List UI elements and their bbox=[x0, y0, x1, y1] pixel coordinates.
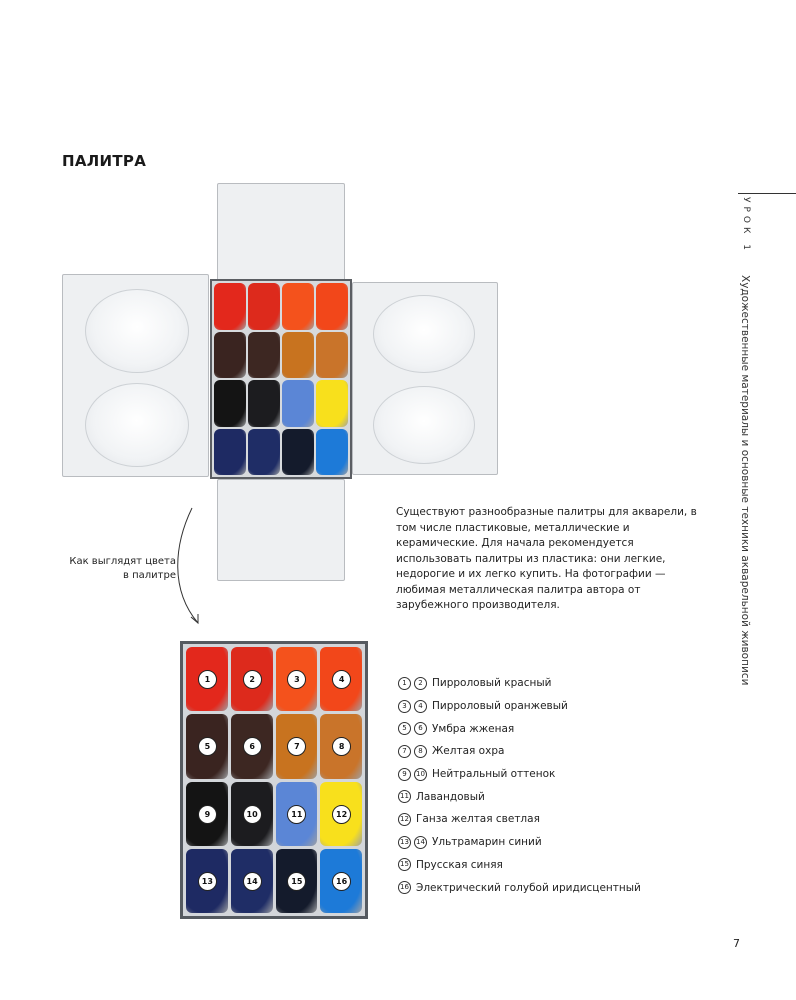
palette-lid-right bbox=[352, 282, 498, 475]
paint-pan-6 bbox=[231, 714, 273, 778]
color-legend bbox=[398, 672, 641, 899]
paint-pan-8 bbox=[320, 714, 362, 778]
pan-number-badge: 5 bbox=[198, 737, 217, 756]
paint-pan-6 bbox=[248, 332, 280, 379]
paint-pan-10 bbox=[248, 380, 280, 427]
legend-item bbox=[398, 763, 641, 786]
pan-number-badge: 1 bbox=[198, 670, 217, 689]
legend-number: 4 bbox=[414, 700, 427, 713]
paint-pan-4 bbox=[320, 647, 362, 711]
legend-number: 6 bbox=[414, 722, 427, 735]
paint-pan-5 bbox=[214, 332, 246, 379]
paint-pan-5 bbox=[186, 714, 228, 778]
pan-number-badge: 10 bbox=[243, 805, 262, 824]
legend-item bbox=[398, 695, 641, 718]
paint-pan-9 bbox=[186, 782, 228, 846]
pan-number-badge: 2 bbox=[243, 670, 262, 689]
legend-number: 11 bbox=[398, 790, 411, 803]
pan-number-badge: 12 bbox=[332, 805, 351, 824]
paint-pan-7 bbox=[282, 332, 314, 379]
legend-label: Умбра жженая bbox=[432, 722, 515, 735]
paint-pan-2 bbox=[231, 647, 273, 711]
legend-label: Ультрамарин синий bbox=[432, 836, 542, 849]
paint-pan-4 bbox=[316, 283, 348, 330]
paint-pan-10 bbox=[231, 782, 273, 846]
pan-number-badge: 14 bbox=[243, 872, 262, 891]
paint-pan-1 bbox=[186, 647, 228, 711]
legend-label: Нейтральный оттенок bbox=[432, 768, 556, 781]
paint-pan-14 bbox=[248, 429, 280, 476]
legend-number: 10 bbox=[414, 768, 427, 781]
palette-tray bbox=[210, 279, 352, 479]
legend-item bbox=[398, 854, 641, 877]
pan-number-badge: 4 bbox=[332, 670, 351, 689]
pan-number-badge: 11 bbox=[287, 805, 306, 824]
body-paragraph: Существуют разнообразные палитры для акварели, в том числе пластиковые, металлические и керамические. Для начала рекомендуется использовать палитры из пластика: они легкие, недорогие и их легко купить. На фотографии — любимая металлическая палитра автора от зарубежного производителя. bbox=[396, 506, 697, 611]
paint-pan-7 bbox=[276, 714, 318, 778]
legend-label: Лавандовый bbox=[416, 790, 485, 803]
legend-label: Желтая охра bbox=[432, 745, 505, 758]
paint-pan-11 bbox=[282, 380, 314, 427]
pan-number-badge: 15 bbox=[287, 872, 306, 891]
palette-lid-left bbox=[62, 274, 209, 477]
pan-number-badge: 3 bbox=[287, 670, 306, 689]
running-head-lesson: УРОК 1 bbox=[741, 197, 751, 254]
section-heading: ПАЛИТРА bbox=[62, 152, 147, 170]
legend-item bbox=[398, 831, 641, 854]
legend-item bbox=[398, 672, 641, 695]
legend-number: 3 bbox=[398, 700, 411, 713]
pan-number-badge: 6 bbox=[243, 737, 262, 756]
legend-number: 1 bbox=[398, 677, 411, 690]
legend-label: Прусская синяя bbox=[416, 858, 503, 871]
pan-number-badge: 13 bbox=[198, 872, 217, 891]
legend-number: 2 bbox=[414, 677, 427, 690]
palette-closeup bbox=[180, 641, 368, 919]
legend-label: Ганза желтая светлая bbox=[416, 813, 540, 826]
pan-number-badge: 7 bbox=[287, 737, 306, 756]
pan-number-badge: 8 bbox=[332, 737, 351, 756]
legend-number: 13 bbox=[398, 836, 411, 849]
palette-lid-top bbox=[217, 183, 345, 281]
legend-label: Пирроловый красный bbox=[432, 677, 552, 690]
legend-item bbox=[398, 717, 641, 740]
legend-item bbox=[398, 785, 641, 808]
mixing-well bbox=[373, 386, 475, 464]
photo-caption: Как выглядят цвета в палитре bbox=[69, 556, 176, 581]
paint-pan-13 bbox=[186, 849, 228, 913]
mixing-well bbox=[85, 289, 189, 373]
legend-number: 5 bbox=[398, 722, 411, 735]
legend-label: Пирроловый оранжевый bbox=[432, 700, 568, 713]
paint-pan-15 bbox=[276, 849, 318, 913]
paint-pan-12 bbox=[320, 782, 362, 846]
paint-pan-15 bbox=[282, 429, 314, 476]
legend-number: 12 bbox=[398, 813, 411, 826]
legend-number: 14 bbox=[414, 836, 427, 849]
paint-pan-3 bbox=[276, 647, 318, 711]
legend-number: 15 bbox=[398, 858, 411, 871]
legend-item bbox=[398, 876, 641, 899]
paint-pan-1 bbox=[214, 283, 246, 330]
paint-pan-11 bbox=[276, 782, 318, 846]
running-head-rule bbox=[738, 193, 796, 194]
legend-number: 8 bbox=[414, 745, 427, 758]
paint-pan-3 bbox=[282, 283, 314, 330]
legend-item bbox=[398, 740, 641, 763]
caption-arrow bbox=[170, 505, 230, 630]
running-head-title: Художественные материалы и основные техники акварельной живописи bbox=[739, 275, 751, 686]
legend-number: 16 bbox=[398, 881, 411, 894]
paint-pan-16 bbox=[316, 429, 348, 476]
legend-item bbox=[398, 808, 641, 831]
pan-number-badge: 9 bbox=[198, 805, 217, 824]
paint-pan-9 bbox=[214, 380, 246, 427]
paint-pan-2 bbox=[248, 283, 280, 330]
paint-pan-13 bbox=[214, 429, 246, 476]
paint-pan-16 bbox=[320, 849, 362, 913]
legend-label: Электрический голубой иридисцентный bbox=[416, 881, 641, 894]
legend-number: 7 bbox=[398, 745, 411, 758]
legend-number: 9 bbox=[398, 768, 411, 781]
pan-number-badge: 16 bbox=[332, 872, 351, 891]
paint-pan-8 bbox=[316, 332, 348, 379]
mixing-well bbox=[373, 295, 475, 373]
paint-pan-12 bbox=[316, 380, 348, 427]
palette-lid-bottom bbox=[217, 479, 345, 581]
mixing-well bbox=[85, 383, 189, 467]
paint-pan-14 bbox=[231, 849, 273, 913]
page-number: 7 bbox=[733, 937, 740, 950]
